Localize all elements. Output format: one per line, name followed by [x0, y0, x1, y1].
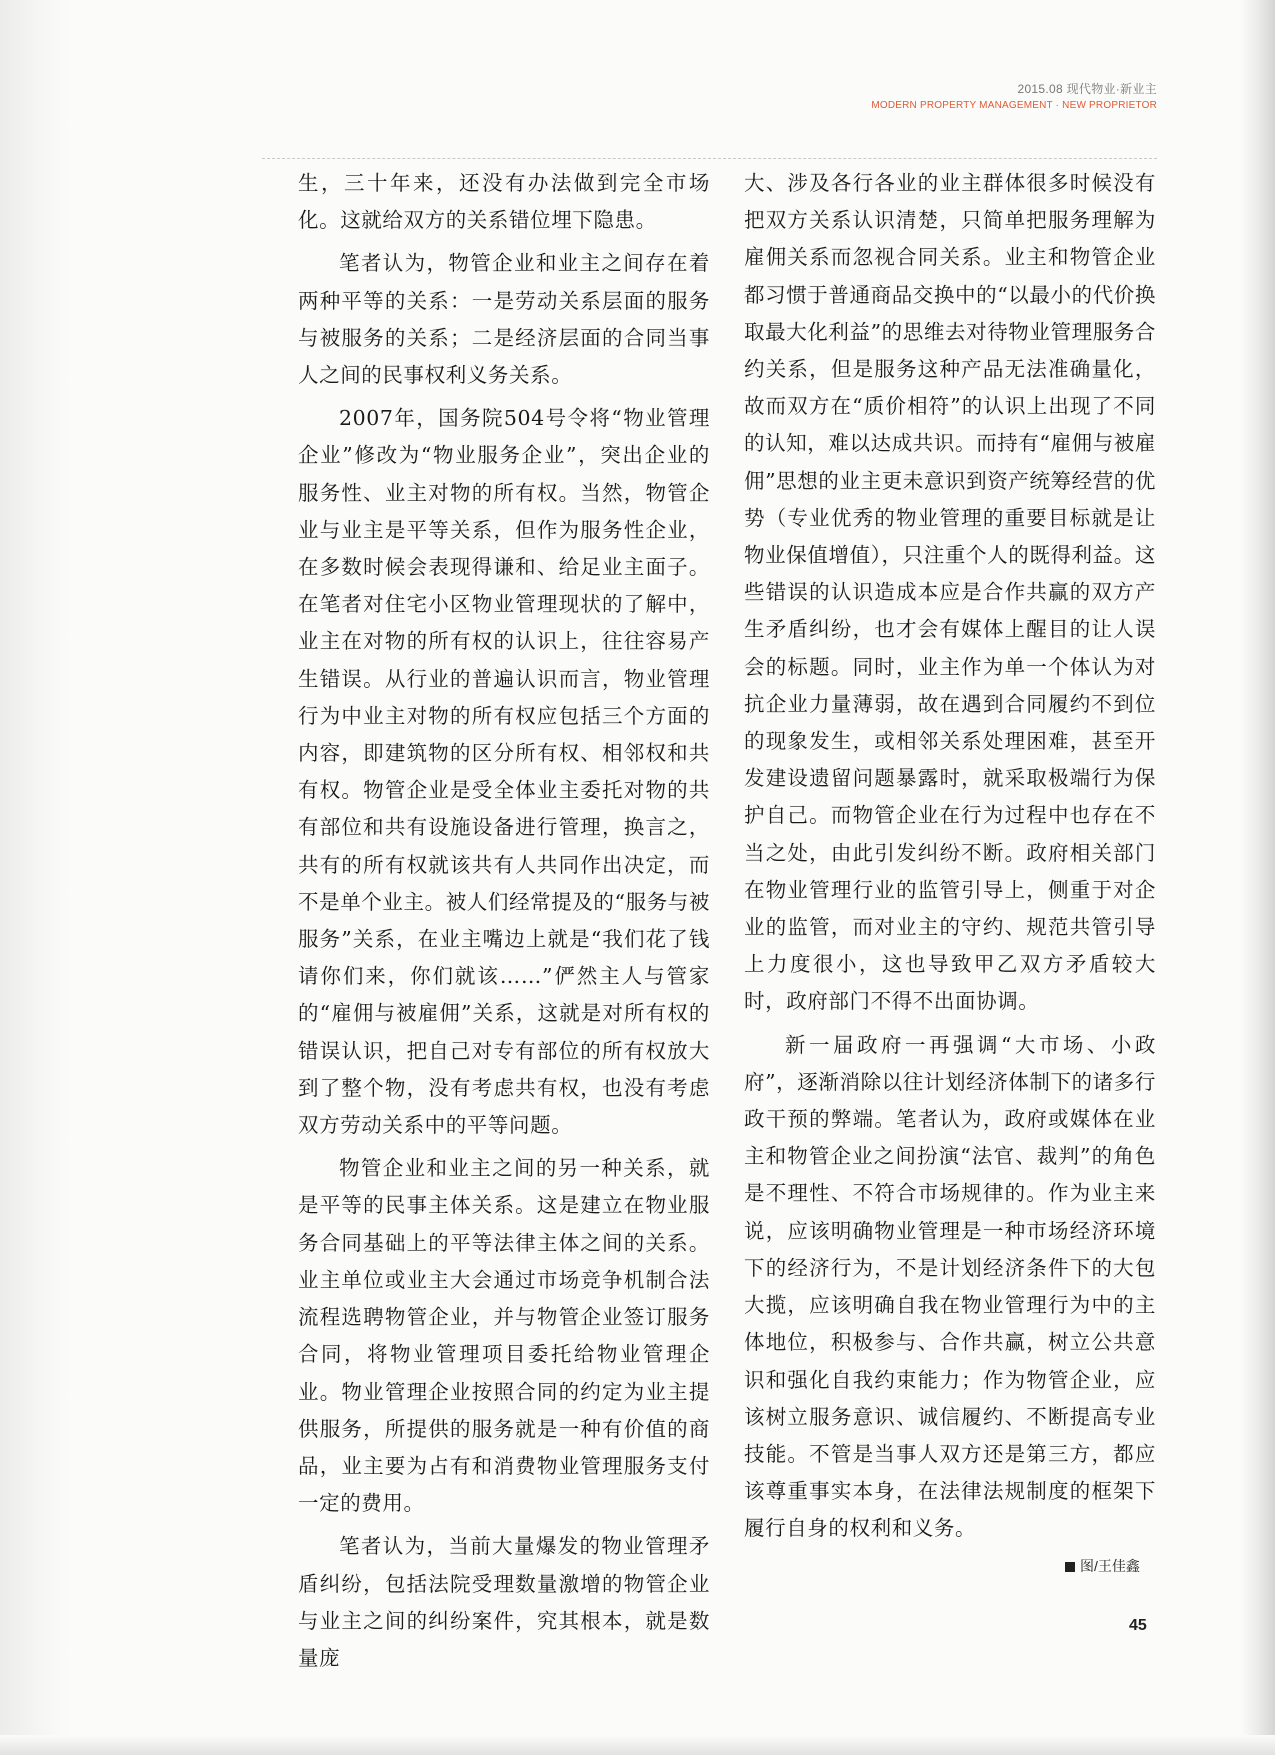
paragraph: 2007年，国务院504号令将“物业管理企业”修改为“物业服务企业”，突出企业的服务性、业主对物的所有权。当然，物管企业与业主是平等关系，但作为服务性企业，在多数时候会表现得谦和、给足业主面子。在笔者对住宅小区物业管理现状的了解中，业主在对物的所有权的认识上，往往容易产生错误。从行业的普遍认识而言，物业管理行为中业主对物的所有权应包括三个方面的内容，即建筑物的区分所有权、相邻权和共有权。物管企业是受全体业主委托对物的共有部位和共有设施设备进行管理，换言之，共有的所有权就该共有人共同作出决定，而不是单个业主。被人们经常提及的“服务与被服务”关系，在业主嘴边上就是“我们花了钱请你们来，你们就该……”俨然主人与管家的“雇佣与被雇佣”关系，这就是对所有权的错误认识，把自己对专有部位的所有权放大到了整个物，没有考虑共有权，也没有考虑双方劳动关系中的平等问题。 [298, 406, 710, 1138]
issue-date: 2015.08 [1017, 82, 1063, 96]
paragraph: 笔者认为，当前大量爆发的物业管理矛盾纠纷，包括法院受理数量激增的物管企业与业主之间的纠纷案件，究其根本，就是数量庞 [298, 1534, 710, 1670]
scan-shadow-right [1241, 0, 1275, 1755]
magazine-name-en: MODERN PROPERTY MANAGEMENT · NEW PROPRIETOR [871, 100, 1157, 111]
scan-shadow-bottom [0, 1735, 1275, 1755]
article-column-right [744, 165, 1156, 1554]
paragraph: 物管企业和业主之间的另一种关系，就是平等的民事主体关系。这是建立在物业服务合同基础上的平等法律主体之间的关系。业主单位或业主大会通过市场竞争机制合法流程选聘物管企业，并与物管企业签订服务合同，将物业管理项目委托给物业管理企业。物业管理企业按照合同的约定为业主提供服务，所提供的服务就是一种有价值的商品，业主要为占有和消费物业管理服务支付一定的费用。 [298, 1156, 710, 1516]
scan-shadow-left [0, 0, 70, 1755]
magazine-name-cn: 现代物业·新业主 [1066, 82, 1157, 96]
square-bullet-icon [1065, 1562, 1075, 1572]
article-column-left [298, 165, 710, 1683]
credit-text: 图/王佳鑫 [1080, 1558, 1140, 1574]
header-divider [262, 158, 1157, 159]
running-header [871, 80, 1157, 111]
paragraph: 大、涉及各行各业的业主群体很多时候没有把双方关系认识清楚，只简单把服务理解为雇佣关系而忽视合同关系。业主和物管企业都习惯于普通商品交换中的“以最小的代价换取最大化利益”的思维去对待物业管理服务合约关系，但是服务这种产品无法准确量化，故而双方在“质价相符”的认识上出现了不同的认知，难以达成共识。而持有“雇佣与被雇佣”思想的业主更未意识到资产统筹经营的优势（专业优秀的物业管理的重要目标就是让物业保值增值），只注重个人的既得利益。这些错误的认识造成本应是合作共赢的双方产生矛盾纠纷，也才会有媒体上醒目的让人误会的标题。同时，业主作为单一个体认为对抗企业力量薄弱，故在遇到合同履约不到位的现象发生，或相邻关系处理困难，甚至开发建设遗留问题暴露时，就采取极端行为保护自己。而物管企业在行为过程中也存在不当之处，由此引发纠纷不断。政府相关部门在物业管理行业的监管引导上，侧重于对企业的监管，而对业主的守约、规范共管引导上力度很小，这也导致甲乙双方矛盾较大时，政府部门不得不出面协调。 [744, 171, 1156, 1014]
paragraph: 新一届政府一再强调“大市场、小政府”，逐渐消除以往计划经济体制下的诸多行政干预的弊端。笔者认为，政府或媒体在业主和物管企业之间扮演“法官、裁判”的角色是不理性、不符合市场规律的。作为业主来说，应该明确物业管理是一种市场经济环境下的经济行为，不是计划经济条件下的大包大揽，应该明确自我在物业管理行为中的主体地位，积极参与、合作共赢，树立公共意识和强化自我约束能力；作为物管企业，应该树立服务意识、诚信履约、不断提高专业技能。不管是当事人双方还是第三方，都应该尊重事实本身，在法律法规制度的框架下履行自身的权利和义务。 [744, 1032, 1156, 1541]
header-issue-line [871, 80, 1157, 97]
page-number: 45 [1129, 1617, 1147, 1634]
image-credit [1065, 1556, 1140, 1576]
paragraph: 笔者认为，物管企业和业主之间存在着两种平等的关系：一是劳动关系层面的服务与被服务的关系；二是经济层面的合同当事人之间的民事权利义务关系。 [298, 251, 710, 388]
paragraph: 生，三十年来，还没有办法做到完全市场化。这就给双方的关系错位埋下隐患。 [298, 171, 710, 233]
